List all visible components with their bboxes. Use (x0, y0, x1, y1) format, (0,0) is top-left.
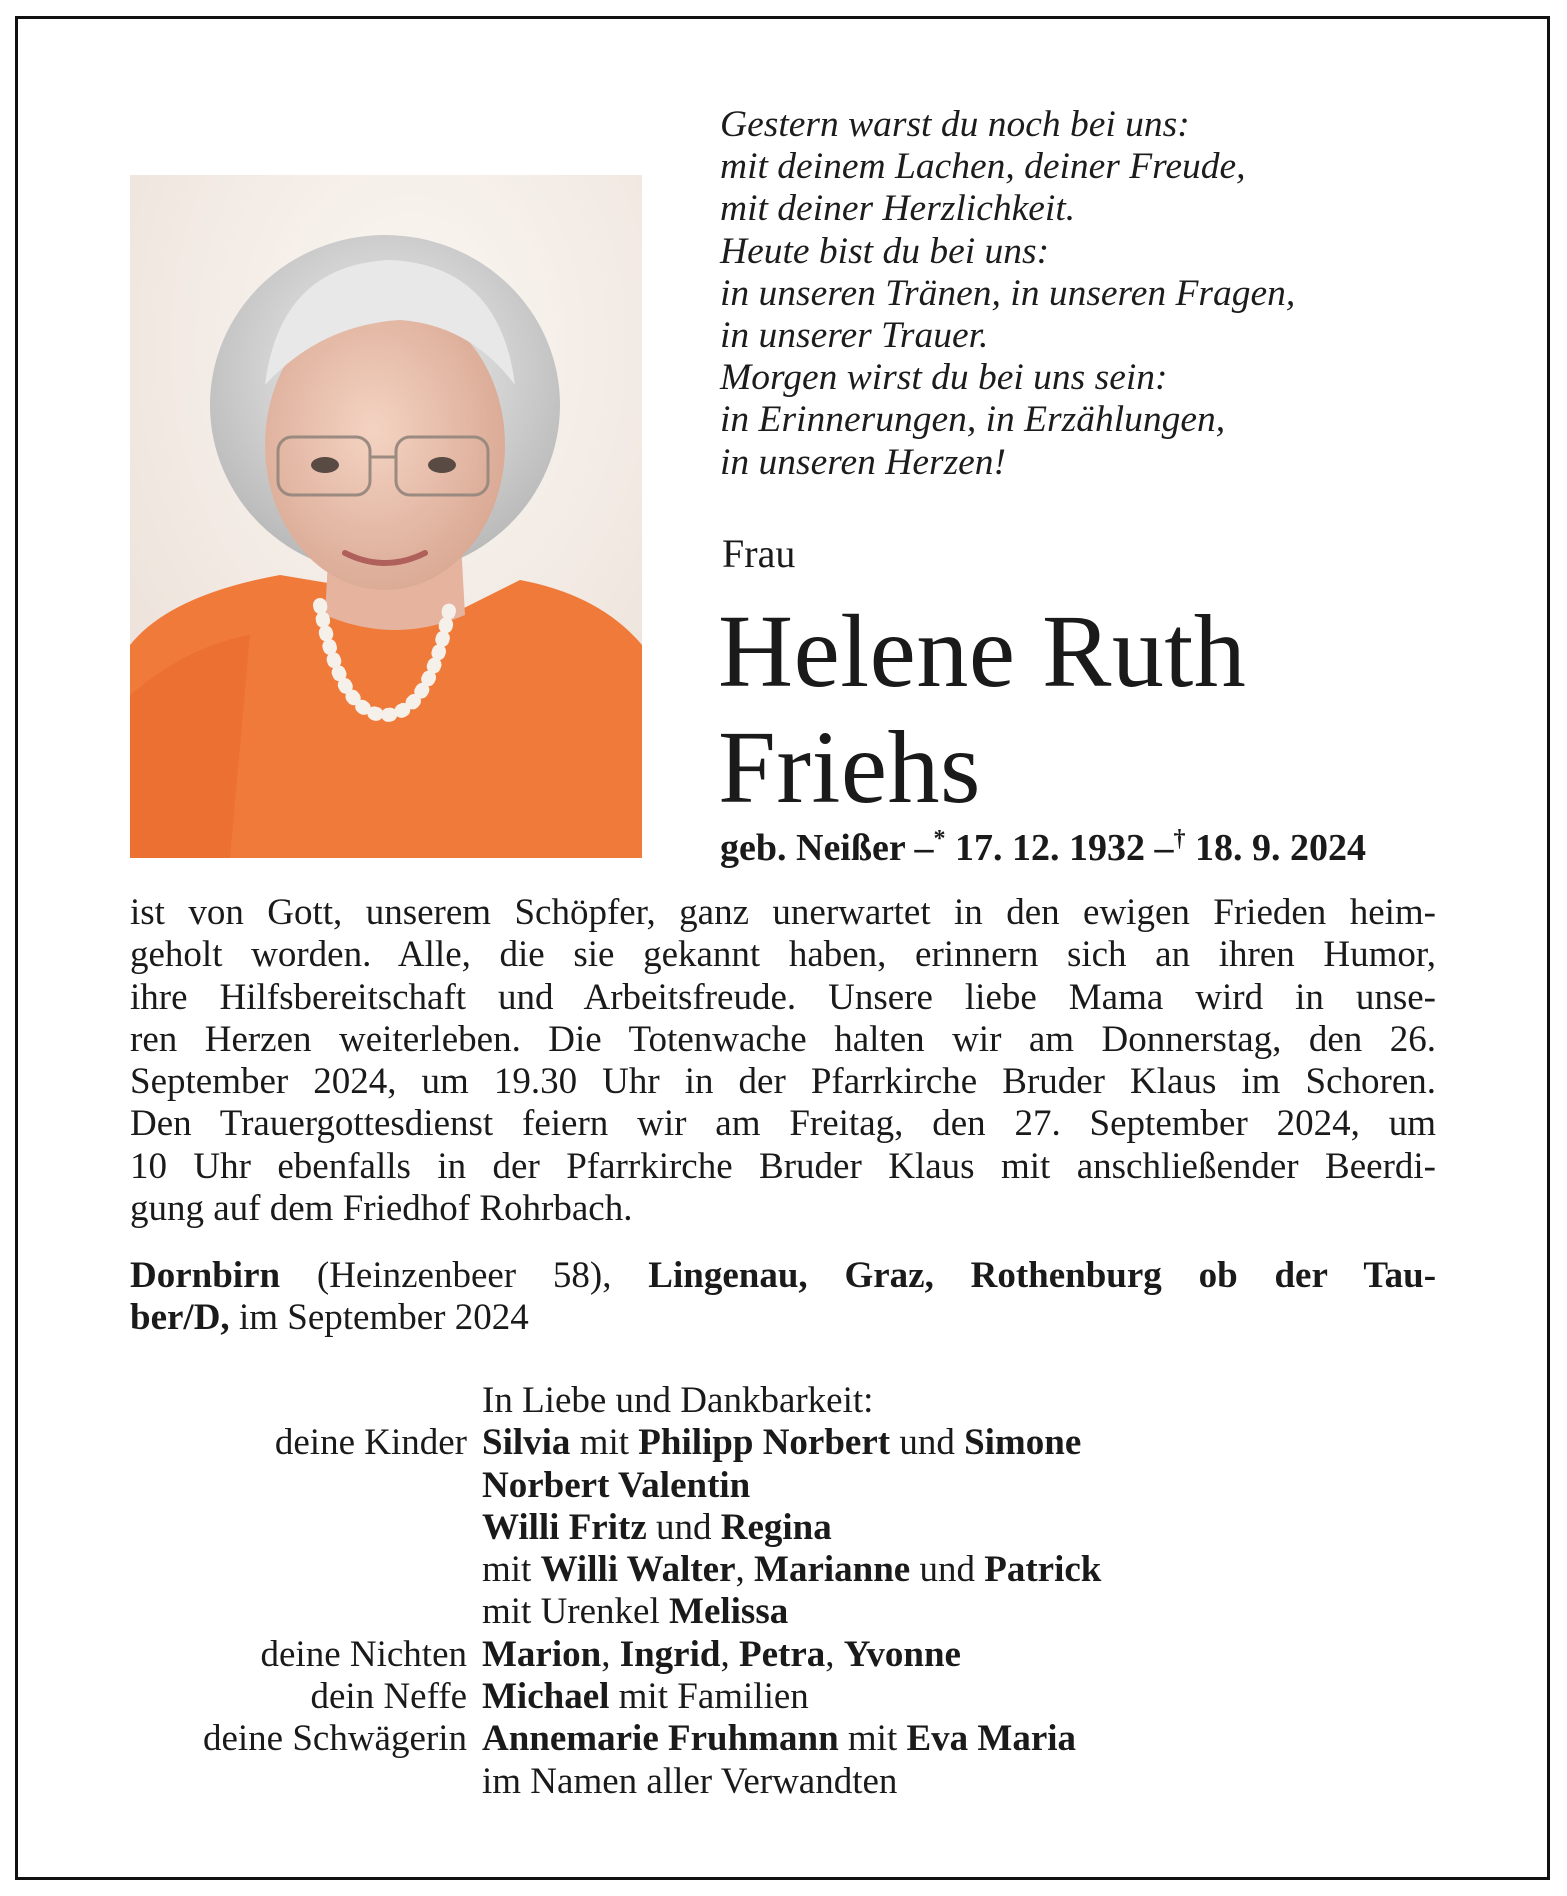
text-line: ihre Hilfsbereitschaft und Arbeitsfreude. Unsere liebe Mama wird in unse- (130, 976, 1436, 1018)
deceased-name (718, 594, 1246, 826)
text-line: Den Trauergottesdienst feiern wir am Freitag, den 27. September 2024, um (130, 1103, 1436, 1145)
connector: mit (482, 1549, 532, 1591)
birth-date: 17. 12. 1932 (955, 827, 1146, 869)
family-closing: im Namen aller Verwandten (482, 1760, 898, 1802)
announcement-text (130, 892, 1436, 1230)
relation-names (482, 1676, 809, 1718)
relation-names (482, 1507, 832, 1549)
text-line: ren Herzen weiterleben. Die Totenwache halten wir am Donnerstag, den 26. (130, 1018, 1436, 1060)
person: Marianne (754, 1549, 911, 1591)
text-line: ist von Gott, unserem Schöpfer, ganz unerwartet in den ewigen Frieden heim- (130, 892, 1436, 933)
place-others-cont: ber/D, (130, 1297, 230, 1339)
salutation: Frau (722, 531, 796, 576)
person: Willi Fritz (482, 1506, 647, 1548)
text-line: 10 Uhr ebenfalls in der Pfarrkirche Bruder Klaus mit anschließender Beerdi- (130, 1145, 1436, 1187)
poem-line: in unseren Herzen! (720, 441, 1007, 483)
person: Annemarie Fruhmann (482, 1718, 839, 1760)
relation-names (482, 1634, 961, 1676)
place-others: Lingenau, Graz, Rothenburg ob der Tau- (648, 1255, 1437, 1296)
place-date (130, 1255, 1436, 1340)
connector: und (919, 1549, 975, 1591)
text-line: September 2024, um 19.30 Uhr in der Pfarrkirche Bruder Klaus im Schoren. (130, 1061, 1436, 1103)
poem-line: in Erinnerungen, in Erzählungen, (720, 399, 1226, 441)
dash: – (1154, 827, 1174, 869)
separator: , (601, 1633, 611, 1675)
name-line-1: Helene Ruth (718, 594, 1247, 709)
person: Yvonne (843, 1633, 961, 1675)
family-intro: In Liebe und Dankbarkeit: (482, 1380, 874, 1421)
person: Eva Maria (906, 1718, 1077, 1760)
text-line: geholt worden. Alle, die sie gekannt haben, erinnern sich an ihren Humor, (130, 934, 1436, 976)
poem-line: in unserer Trauer. (720, 315, 989, 357)
relation-names (482, 1591, 788, 1633)
birth-name: geb. Neißer (720, 827, 906, 869)
person: Michael (482, 1676, 610, 1718)
place-date-text: im September 2024 (238, 1297, 529, 1339)
place-address: (Heinzenbeer 58), (316, 1255, 612, 1296)
place-line (130, 1255, 1436, 1297)
relation-label: dein Neffe (310, 1676, 467, 1718)
person: Philipp Norbert (638, 1422, 891, 1464)
poem-line: Morgen wirst du bei uns sein: (720, 357, 1168, 399)
poem-line: Gestern warst du noch bei uns: (720, 104, 1190, 145)
relation-names (482, 1549, 1101, 1591)
death-date: 18. 9. 2024 (1195, 827, 1367, 869)
text-line: gung auf dem Friedhof Rohrbach. (130, 1188, 633, 1230)
relation-names (482, 1422, 1081, 1464)
poem-line: mit deinem Lachen, deiner Freude, (720, 146, 1246, 188)
poem-line: mit deiner Herzlichkeit. (720, 188, 1076, 230)
person: Ingrid (619, 1633, 721, 1675)
person: Simone (964, 1422, 1082, 1464)
portrait-photo (130, 175, 642, 858)
person: Norbert Valentin (482, 1464, 751, 1506)
person: Regina (720, 1506, 832, 1548)
relation-label: deine Schwägerin (202, 1718, 467, 1760)
poem-line: in unseren Tränen, in unseren Fragen, (720, 272, 1296, 314)
poem (720, 104, 1295, 484)
relation-names (482, 1718, 1076, 1760)
separator: , (825, 1633, 835, 1675)
dash: – (914, 827, 934, 869)
portrait-image (130, 175, 642, 858)
poem-line: Heute bist du bei uns: (720, 230, 1050, 272)
relation-label: deine Kinder (274, 1422, 467, 1464)
life-dates (720, 826, 1366, 870)
connector: mit Urenkel (482, 1591, 660, 1633)
relation-label: deine Nichten (260, 1633, 467, 1675)
birth-sign: * (933, 826, 946, 852)
person: Petra (738, 1633, 826, 1675)
person: Willi Walter (540, 1549, 736, 1591)
name-line-2: Friehs (718, 710, 981, 825)
connector: und (899, 1422, 955, 1464)
connector: mit (847, 1718, 898, 1760)
relation-names (482, 1465, 750, 1507)
person: Melissa (669, 1591, 789, 1633)
connector: mit (579, 1422, 630, 1464)
place-city: Dornbirn (130, 1255, 281, 1296)
person: Marion (482, 1633, 602, 1675)
connector: mit Familien (618, 1676, 809, 1718)
separator: , (735, 1549, 745, 1591)
person: Patrick (984, 1549, 1102, 1591)
place-line (130, 1297, 1436, 1339)
connector: und (656, 1506, 712, 1548)
person: Silvia (482, 1422, 571, 1464)
separator: , (720, 1633, 730, 1675)
death-sign: † (1173, 826, 1186, 852)
